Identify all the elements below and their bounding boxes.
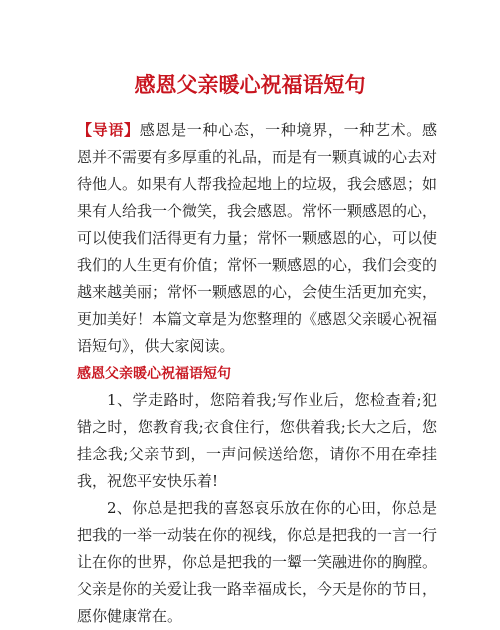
blessing-paragraph-1: 1、学走路时，您陪着我;写作业后，您检查着;犯错之时，您教育我;衣食住行，您供着我;长大之后，您挂念我;父亲节到，一声问候送给您，请你不用在牵挂我，祝您平安快乐着!	[77, 391, 437, 490]
section-heading: 感恩父亲暖心祝福语短句	[77, 366, 231, 382]
page-title: 感恩父亲暖心祝福语短句	[134, 73, 366, 97]
blessing-paragraph-2: 2、你总是把我的喜怒哀乐放在你的心田，你总是把我的一举一动装在你的视线，你总是把我的一言一行让在你的世界，你总是把我的一颦一笑融进你的胸膛。父亲是你的关爱让我一路幸福成长，今天是你的节日，愿你健康常在。	[77, 499, 438, 625]
lead-text: 感恩是一种心态，一种境界，一种艺术。感恩并不需要有多厚重的礼品，而是有一颗真诚的心去对待他人。如果有人帮我捡起地上的垃圾，我会感恩；如果有人给我一个微笑，我会感恩。常怀一颗感恩的心，可以使我们活得更有力量；常怀一颗感恩的心，可以使我们的人生更有价值；常怀一颗感恩的心，我们会变的越来越美丽；常怀一颗感恩的心，会使生活更加充实，更加美好！本篇文章是为您整理的《感恩父亲暖心祝福语短句》，供大家阅读。	[77, 121, 438, 355]
lead-paragraph	[77, 117, 437, 360]
lead-tag: 【导语】	[77, 121, 140, 139]
article-body	[77, 117, 437, 630]
